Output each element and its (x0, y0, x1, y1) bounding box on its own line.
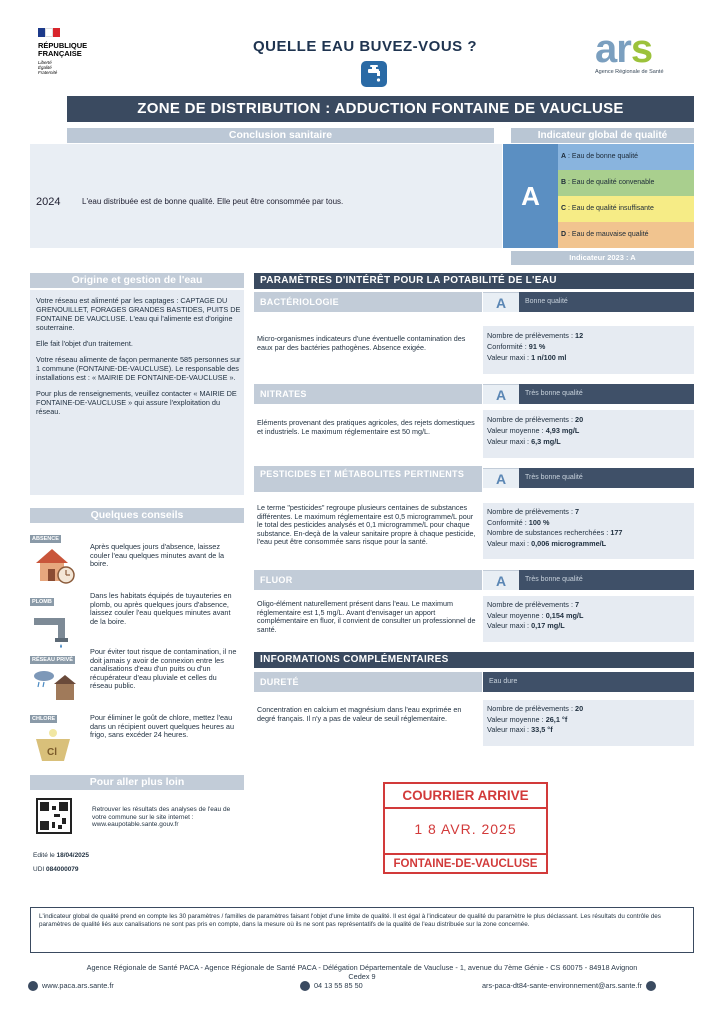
footer-website[interactable] (28, 981, 114, 991)
conclusion-heading: Conclusion sanitaire (67, 128, 494, 143)
stat-value: 1 n/100 ml (531, 353, 567, 362)
grade-row-c (558, 196, 694, 222)
param-name-hardness: DURETÉ (254, 672, 482, 692)
water-tap-icon (361, 61, 387, 87)
quality-indicator-heading: Indicateur global de qualité (511, 128, 694, 143)
lead-pipe-icon (30, 590, 80, 640)
stat-value: 0,154 mg/L (545, 610, 584, 620)
grade-letter: D (561, 231, 567, 238)
rf-name-line2: FRANÇAISE (38, 49, 82, 58)
conclusion-year: 2024 (36, 196, 61, 208)
further-heading: Pour aller plus loin (30, 775, 244, 790)
param-grade-pesticides: A (483, 468, 519, 488)
origin-heading: Origine et gestion de l'eau (30, 273, 244, 288)
udi-value: 084000079 (46, 866, 79, 873)
stamp-place: FONTAINE-DE-VAUCLUSE (385, 853, 546, 870)
footer-address (30, 963, 694, 981)
param-name-pesticides: PESTICIDES ET MÉTABOLITES PERTINENTS (254, 466, 482, 492)
stat-value: 177 (610, 528, 623, 537)
stat-row (487, 528, 690, 539)
param-desc-hardness: Concentration en calcium et magnésium dans l'eau exprimée en degré français. Il n'y a pas de valeur de seuil réglementaire. (257, 705, 462, 723)
stat-label: Valeur moyenne : (487, 426, 546, 435)
absence-house-icon (30, 527, 80, 577)
stat-label: Valeur maxi : (487, 621, 532, 630)
stat-row (487, 425, 690, 436)
grade-row-a (558, 144, 694, 170)
param-stats-fluor (483, 596, 694, 642)
stat-row (487, 600, 690, 611)
udi-code (33, 866, 79, 873)
param-stats-hardness (483, 700, 694, 746)
grade-letter: B (561, 179, 567, 186)
param-stats-bacteriology (483, 326, 694, 374)
stat-row (487, 414, 690, 425)
conclusion-text: L'eau distribuée est de bonne qualité. Elle peut être consommée par tous. (82, 197, 344, 206)
rf-motto-2: Égalité (38, 65, 52, 70)
stat-label: Conformité : (487, 517, 529, 527)
complementary-heading: INFORMATIONS COMPLÉMENTAIRES (254, 652, 694, 668)
origin-paragraph: Pour plus de renseignements, veuillez contacter « MAIRIE DE FONTAINE-DE-VAUCLUSE » qui assure l'exploitation du réseau. (36, 389, 237, 416)
grade-label: : Eau de bonne qualité (566, 153, 639, 160)
stat-row (487, 611, 690, 622)
stat-row (487, 715, 690, 726)
stat-value: 4,93 mg/L (545, 426, 580, 435)
rf-name-line1: RÉPUBLIQUE (38, 41, 88, 50)
param-quality-nitrates: Très bonne qualité (519, 384, 694, 404)
rf-motto (38, 60, 118, 75)
tip-chlorine-text: Pour éliminer le goût de chlore, mettez l'eau dans un récipient ouvert quelques heures au frigo, sans excéder 24 heures. (90, 713, 235, 739)
conclusion-panel (30, 144, 502, 248)
footer-email[interactable] (482, 981, 656, 991)
stamp-title: COURRIER ARRIVE (385, 788, 546, 809)
stat-label: Valeur maxi : (487, 353, 532, 362)
param-desc-fluor: Oligo-élément naturellement présent dans l'eau. Le maximum réglementaire est 1,5 mg/L. Avant d'envisager un apport complémentaire en fluor, il convient de consulter un professionnel de santé. (257, 599, 476, 634)
quality-indicator-value: A (503, 144, 558, 248)
grade-letter: A (561, 153, 567, 160)
tip-label: CHLORE (32, 716, 56, 722)
tip-label: PLOMB (32, 599, 52, 605)
ars-logo-subtitle: Agence Régionale de Santé (595, 69, 664, 75)
stat-row (487, 352, 690, 363)
svg-text:Cl: Cl (47, 747, 57, 758)
at-sign-icon (646, 981, 656, 991)
globe-icon (28, 981, 38, 991)
distribution-zone-title: ZONE DE DISTRIBUTION : ADDUCTION FONTAINE DE VAUCLUSE (67, 96, 694, 122)
stat-label: Valeur moyenne : (487, 610, 546, 620)
tip-label: RÉSEAU PRIVÉ (32, 657, 73, 663)
stat-value: 0,006 microgramme/L (531, 538, 607, 548)
grade-label: : Eau de mauvaise qualité (566, 231, 649, 238)
origin-paragraph: Votre réseau alimente de façon permanente 585 personnes sur 1 commune (FONTAINE-DE-VAUCLUSE). Le responsable des installations est : « MAIRIE DE FONTAINE-DE-VAUCLUSE ». (36, 355, 241, 382)
stat-label: Nombre de prélèvements : (487, 415, 576, 424)
page-title: QUELLE EAU BUVEZ-VOUS ? (252, 38, 477, 55)
stamp-date: 1 8 AVR. 2025 (414, 821, 517, 837)
email-link[interactable]: ars-paca-dt84-sante-environnement@ars.sante.fr (482, 981, 642, 990)
param-quality-hardness: Eau dure (483, 672, 694, 692)
stat-label: Valeur maxi : (487, 437, 532, 446)
private-network-well-icon (30, 648, 80, 698)
stat-value: 91 % (528, 342, 546, 351)
stat-value: 7 (575, 507, 580, 516)
origin-paragraph: Votre réseau est alimenté par les captages : CAPTAGE DU GRENOUILLET, FORAGES GRANDES BASTIDES, PUITS DE FONTAINE DE VAUCLUSE. L'eau qui l'alimente est d'origine souterraine. (36, 296, 241, 332)
udi-label: UDI (33, 866, 46, 873)
stat-value: 100 % (528, 517, 550, 527)
stat-row (487, 341, 690, 352)
footer-address-line1: Agence Régionale de Santé PACA - Agence Régionale de Santé PACA - Délégation Départementale de Vaucluse - 1, avenue du 7ème Génie - CS 60075 - 84918 Avignon (86, 963, 638, 972)
stat-row (487, 436, 690, 447)
stat-label: Valeur moyenne : (487, 714, 546, 724)
param-grade-fluor: A (483, 570, 519, 590)
edited-date-value: 18/04/2025 (56, 852, 90, 859)
edited-date (33, 852, 89, 859)
param-desc-pesticides: Le terme "pesticides" regroupe plusieurs centaines de substances différentes. Le maximum réglementaire est 0,5 microgramme/L pour le total des pesticides analysés et 0,1 microgramme/L pour chaque substance. En-deçà de la valeur sanitaire propre à chaque pesticide, l'eau peut être consommée sans risque pour la santé. (257, 503, 476, 546)
grade-row-d (558, 222, 694, 248)
grade-label: : Eau de qualité insuffisante (566, 205, 654, 212)
stat-row (487, 539, 690, 550)
website-link[interactable]: www.paca.ars.sante.fr (42, 981, 114, 990)
tip-lead-text: Dans les habitats équipés de tuyauteries en plomb, ou après quelques jours d'absence, laissez couler l'eau quelques minutes avant de la boire. (90, 591, 232, 626)
grade-label: : Eau de qualité convenable (566, 179, 655, 186)
edited-label: Edité le (33, 852, 57, 859)
stat-value: 6,3 mg/L (531, 437, 561, 446)
ars-logo (595, 27, 695, 78)
indicator-previous-year: Indicateur 2023 : A (511, 251, 694, 265)
tips-heading: Quelques conseils (30, 508, 244, 523)
phone-number: 04 13 55 85 50 (314, 981, 363, 990)
stat-value: 12 (575, 331, 584, 340)
received-mail-stamp (383, 782, 548, 874)
parameters-heading: PARAMÈTRES D'INTÉRÊT POUR LA POTABILITÉ DE L'EAU (254, 273, 694, 289)
stat-value: 20 (575, 704, 584, 713)
param-stats-nitrates (483, 410, 694, 458)
stat-row (487, 725, 690, 736)
tip-private-network-text: Pour éviter tout risque de contamination, il ne doit jamais y avoir de connexion entre les canalisations d'eau d'un puits ou d'un récupérateur d'eau pluviale et celles du réseau public. (90, 647, 237, 690)
qr-code-icon[interactable] (36, 798, 72, 834)
stat-label: Valeur maxi : (487, 725, 532, 734)
stat-label: Conformité : (487, 342, 529, 351)
footer-address-line2: Cedex 9 (348, 972, 376, 981)
stat-label: Nombre de prélèvements : (487, 704, 576, 713)
stat-value: 0,17 mg/L (531, 621, 565, 630)
stat-label: Nombre de prélèvements : (487, 331, 576, 340)
param-grade-nitrates: A (483, 384, 519, 404)
stat-value: 33,5 °f (531, 725, 553, 734)
indicator-explanation-note: L'indicateur global de qualité prend en compte les 30 paramètres / familles de paramètres faisant l'objet d'une limite de qualité. Il est égal à l'indicateur de qualité du paramètre le plus déclassant. Les résultats du contrôle des paramètres de qualité liés aux canalisations ne sont pas pris en compte, dans la mesure où ils ne sont pas représentatifs de la qualité de l'eau distribuée sur la zone concernée. (30, 907, 694, 953)
stat-label: Nombre de prélèvements : (487, 507, 576, 516)
param-desc-bacteriology: Micro-organismes indicateurs d'une éventuelle contamination des eaux par des bactéries pathogènes. Absence exigée. (257, 334, 466, 352)
stat-row (487, 704, 690, 715)
stat-value: 7 (575, 600, 580, 609)
stat-value: 20 (575, 415, 584, 424)
param-quality-pesticides: Très bonne qualité (519, 468, 694, 488)
param-name-fluor: FLUOR (254, 570, 482, 590)
chlorine-bowl-icon (30, 707, 80, 757)
stat-row (487, 518, 690, 529)
ars-logo-letters: ars (595, 27, 653, 71)
origin-text (36, 296, 241, 423)
footer-phone (300, 981, 363, 991)
stat-row (487, 330, 690, 341)
tip-label: ABSENCE (32, 536, 59, 542)
grade-row-b (558, 170, 694, 196)
param-quality-fluor: Très bonne qualité (519, 570, 694, 590)
stat-value: 26,1 °f (545, 714, 568, 724)
republique-francaise-logo (38, 28, 118, 75)
stat-label: Valeur maxi : (487, 538, 532, 548)
stat-row (487, 621, 690, 632)
origin-paragraph: Elle fait l'objet d'un traitement. (36, 339, 133, 348)
param-desc-nitrates: Eléments provenant des pratiques agricoles, des rejets domestiques et industriels. Le maximum réglementaire est 50 mg/L. (257, 418, 475, 436)
rf-motto-3: Fraternité (38, 70, 58, 75)
stat-row (487, 507, 690, 518)
param-name-nitrates: NITRATES (254, 384, 482, 404)
param-quality-bacteriology: Bonne qualité (519, 292, 694, 312)
further-text: Retrouver les résultats des analyses de l'eau de votre commune sur le site internet : www.eaupotable.sante.gouv.fr (92, 806, 231, 828)
rf-motto-1: Liberté (38, 60, 52, 65)
grade-letter: C (561, 205, 567, 212)
tip-absence-text: Après quelques jours d'absence, laissez couler l'eau quelques minutes avant de la boire. (90, 542, 225, 568)
stat-label: Nombre de substances recherchées : (487, 528, 611, 537)
param-grade-bacteriology: A (483, 292, 519, 312)
stat-label: Nombre de prélèvements : (487, 600, 576, 609)
param-stats-pesticides (483, 503, 694, 559)
phone-icon (300, 981, 310, 991)
french-flag-icon (38, 28, 60, 37)
param-name-bacteriology: BACTÉRIOLOGIE (254, 292, 482, 312)
